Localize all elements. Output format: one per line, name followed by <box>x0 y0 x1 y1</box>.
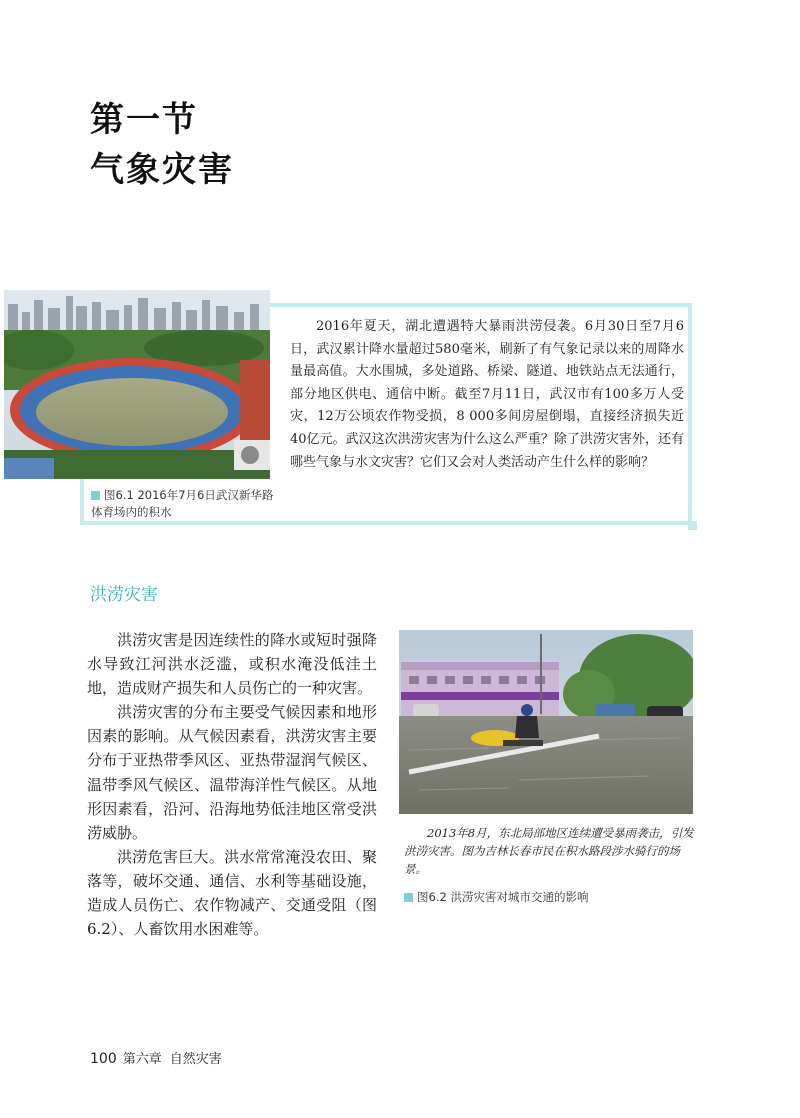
figure-6-2-description: 2013年8月，东北局部地区连续遭受暴雨袭击，引发洪涝灾害。图为吉林长春市民在积水路段涉水骑行的场景。 <box>404 826 694 876</box>
figure-6-1-caption <box>91 487 281 521</box>
figure-6-2-caption-text: 图6.2 洪涝灾害对城市交通的影响 <box>417 890 589 904</box>
paragraph-harm: 洪涝危害巨大。洪水常常淹没农田、聚落等，破坏交通、通信、水利等基础设施，造成人员伤亡、农作物减产、交通受阻（图6.2）、人畜饮用水困难等。 <box>87 847 377 939</box>
section-number: 第一节 <box>90 100 198 140</box>
intro-paragraph: 2016年夏天，湖北遭遇特大暴雨洪涝侵袭。6月30日至7月6日，武汉累计降水量超过580毫米，刷新了有气象记录以来的周降水量最高值。大水围城，多处道路、桥梁、隧道、地铁站点无法通行，部分地区供电、通信中断。截至7月11日，武汉市有100多万人受灾，12万公顷农作物受损，8 000多间房屋倒塌，直接经济损失近40亿元。武汉这次洪涝灾害为什么这么严重？除了洪涝灾害外，还有哪些气象与水文灾害？它们又会对人类活动产生什么样的影响？ <box>290 319 684 470</box>
paragraph-distribution: 洪涝灾害的分布主要受气候因素和地形因素的影响。从气候因素看，洪涝灾害主要分布于亚热带季风区、亚热带湿润气候区、温带季风气候区、温带海洋性气候区。从地形因素看，沿河、沿海地势低洼地区常受洪涝威胁。 <box>87 703 377 842</box>
figure-6-1-caption-text: 图6.1 2016年7月6日武汉新华路体育场内的积水 <box>91 488 274 519</box>
figure-6-2-caption <box>404 889 694 905</box>
chapter-title: 自然灾害 <box>169 1052 222 1067</box>
body-text <box>87 628 377 941</box>
flooded-stadium-photo <box>4 290 270 479</box>
section-heading: 洪涝灾害 <box>90 585 158 605</box>
paragraph-definition: 洪涝灾害是因连续性的降水或短时强降水导致江河洪水泛滥，或积水淹没低洼土地，造成财产损失和人员伤亡的一种灾害。 <box>87 631 377 698</box>
chapter-label: 第六章 <box>122 1052 162 1067</box>
page-footer <box>90 1048 222 1067</box>
page-number: 100 <box>90 1051 117 1067</box>
page-title: 气象灾害 <box>90 150 234 190</box>
caption-marker <box>404 893 413 902</box>
caption-marker <box>91 491 100 500</box>
flooded-street-photo <box>399 630 693 814</box>
